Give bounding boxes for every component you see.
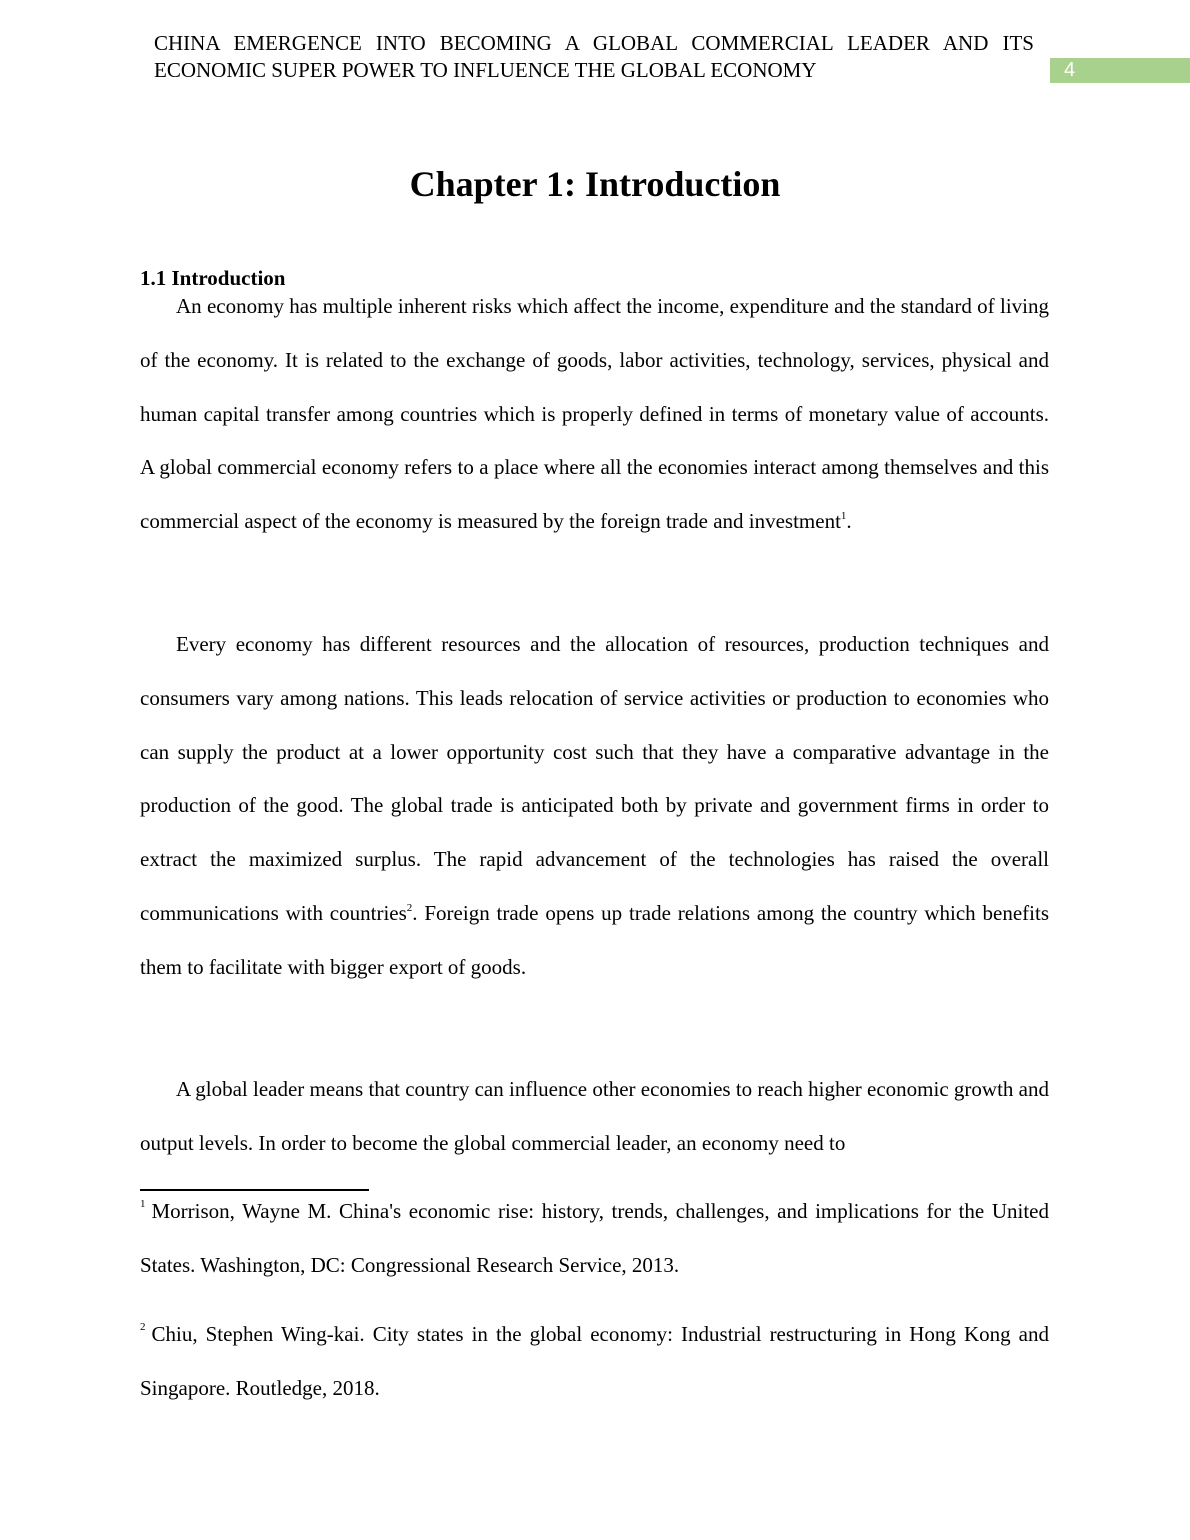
footnote-ref-2[interactable]: 2: [406, 901, 413, 914]
paragraph-1: [140, 280, 1049, 549]
footnote-1: [140, 1184, 1049, 1292]
paragraph-3-text: A global leader means that country can influence other economies to reach higher economic growth and output levels. In order to become the global commercial leader, an economy need to: [140, 1077, 1049, 1155]
paragraph-1-end: .: [846, 509, 852, 534]
footnote-ref-1[interactable]: 1: [840, 510, 847, 523]
page-number: 4: [1050, 58, 1190, 83]
footnote-2-marker: 2: [140, 1321, 146, 1333]
paragraph-2: [140, 618, 1049, 995]
paragraph-2-end: . Foreign trade opens up trade relations among the country which benefits them to facilitate with bigger export of goods.: [140, 900, 1049, 979]
footnote-2-text: Chiu, Stephen Wing-kai. City states in the global economy: Industrial restructuring in Hong Kong and Singapore. Routledge, 2018.: [140, 1322, 1049, 1400]
footnote-1-marker: 1: [140, 1198, 146, 1210]
footnote-2: [140, 1307, 1049, 1415]
footnote-1-text: Morrison, Wayne M. China's economic rise: history, trends, challenges, and implications for the United States. Washington, DC: Congressional Research Service, 2013.: [140, 1199, 1049, 1277]
paragraph-2-text: Every economy has different resources and the allocation of resources, production techniques and consumers vary among nations. This leads relocation of service activities or production to economies who can supply the product at a lower opportunity cost such that they have a comparative advantage in the production of the good. The global trade is anticipated both by private and government firms in order to extract the maximized surplus. The rapid advancement of the technologies has raised the overall communications with countries: [140, 632, 1049, 925]
running-head: CHINA EMERGENCE INTO BECOMING A GLOBAL COMMERCIAL LEADER AND ITS ECONOMIC SUPER POWER TO INFLUENCE THE GLOBAL ECONOMY: [154, 31, 1034, 82]
paragraph-1-text: An economy has multiple inherent risks which affect the income, expenditure and the standard of living of the economy. It is related to the exchange of goods, labor activities, technology, services, physical and human capital transfer among countries which is properly defined in terms of monetary value of accounts. A global commercial economy refers to a place where all the economies interact among themselves and this commercial aspect of the economy is measured by the foreign trade and investment: [140, 294, 1049, 534]
paragraph-3: [140, 1063, 1049, 1171]
section-heading: 1.1 Introduction: [140, 266, 286, 290]
chapter-title: Chapter 1: Introduction: [409, 164, 781, 204]
